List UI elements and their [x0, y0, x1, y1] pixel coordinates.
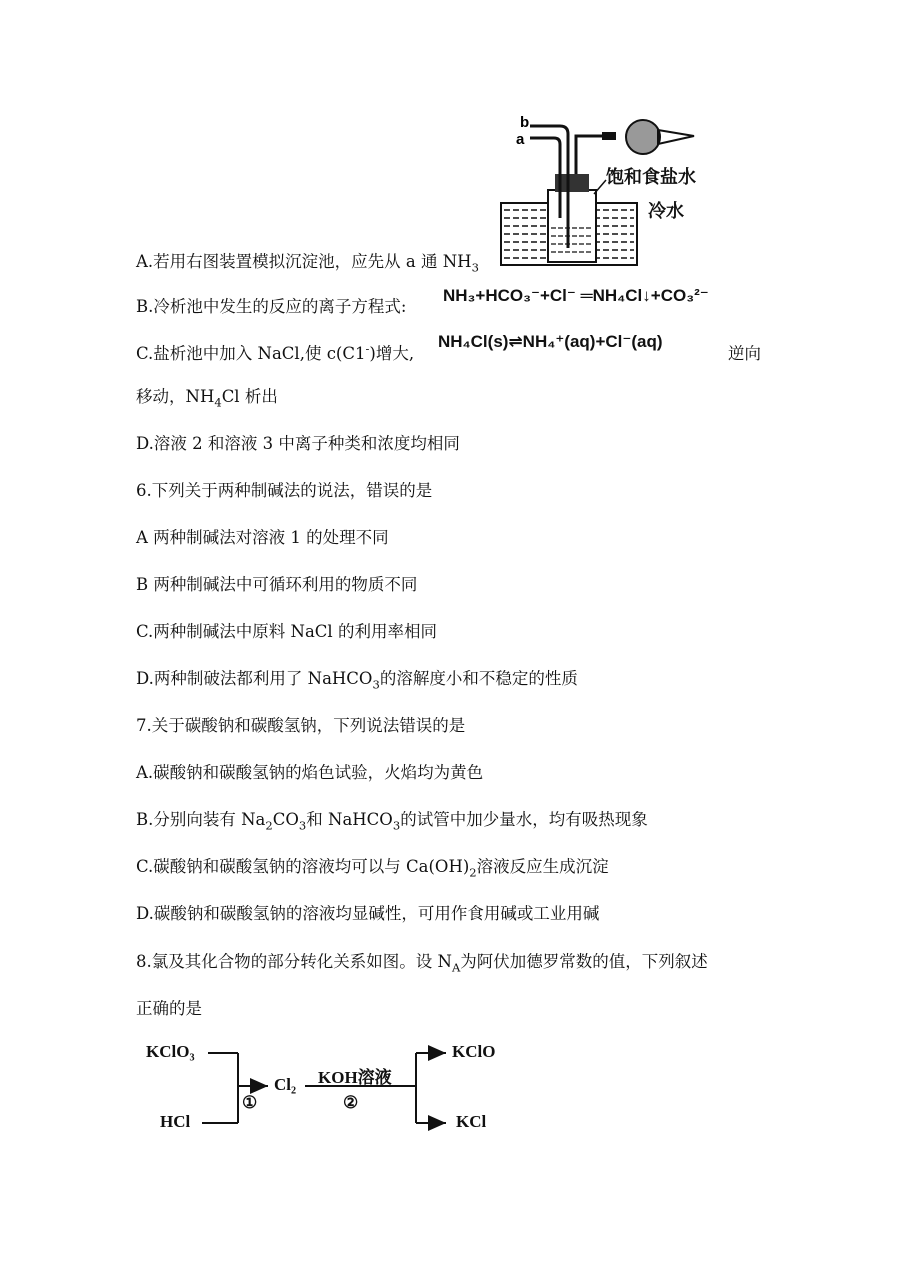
- q5-option-c-tail: 逆向: [728, 344, 761, 363]
- q8-stem-line2: 正确的是: [136, 999, 202, 1018]
- q5-option-c: C.盐析池中加入 NaCl,使 c(C1-)增大,: [136, 341, 415, 363]
- reagent-koh: KOH溶液: [318, 1068, 392, 1087]
- q5-option-d: D.溶液 2 和溶液 3 中离子种类和浓度均相同: [136, 434, 460, 453]
- q6-option-a: A 两种制碱法对溶液 1 的处理不同: [136, 528, 389, 547]
- q7-stem: 7.关于碳酸钠和碳酸氢钠，下列说法错误的是: [136, 716, 466, 735]
- q6-option-c: C.两种制碱法中原料 NaCl 的利用率相同: [136, 622, 437, 641]
- equilibrium-equation-c: NH₄Cl(s)⇌NH₄⁺(aq)+Cl⁻(aq): [438, 332, 663, 351]
- node-hcl: HCl: [160, 1112, 191, 1131]
- label-b: b: [520, 114, 530, 131]
- step-2-marker: ②: [343, 1093, 359, 1112]
- q7-option-b: B.分别向装有 $Na_2CO_3$和 NaHCO$_3$的试管中加少量水，均有吸热现象: [136, 810, 648, 833]
- node-kcl: KCl: [456, 1112, 487, 1131]
- label-saturated-brine: 饱和食盐水: [606, 167, 696, 188]
- q7-option-d: D.碳酸钠和碳酸氢钠的溶液均显碱性，可用作食用碱或工业用碱: [136, 904, 600, 923]
- node-kclo3: KClO₃: [146, 1042, 195, 1061]
- q7-option-c: C.碳酸钠和碳酸氢钠的溶液均可以与 $Ca(OH)_2$溶液反应生成沉淀: [136, 857, 609, 880]
- q6-stem: 6.下列关于两种制碱法的说法，错误的是: [136, 481, 433, 500]
- q6-option-b: B 两种制碱法中可循环利用的物质不同: [136, 575, 418, 594]
- q7-option-a: A.碳酸钠和碳酸氢钠的焰色试验，火焰均为黄色: [136, 763, 484, 782]
- step-1-marker: ①: [242, 1093, 258, 1112]
- label-a: a: [516, 131, 525, 148]
- node-kclo: KClO: [452, 1042, 496, 1061]
- ionic-equation-b: NH₃+HCO₃⁻+Cl⁻ ═NH₄Cl↓+CO₃²⁻: [443, 286, 709, 305]
- q6-option-d: D.两种制破法都利用了 NaHCO$_3$的溶解度小和不稳定的性质: [136, 669, 578, 692]
- node-cl2: Cl₂: [274, 1075, 297, 1094]
- q5-option-a: A.若用右图装置模拟沉淀池，应先从 a 通 $NH_3$: [136, 252, 479, 275]
- label-cold-water: 冷水: [648, 201, 684, 222]
- q5-option-b: B.冷析池中发生的反应的离子方程式:: [136, 297, 407, 316]
- q8-stem: 8.氯及其化合物的部分转化关系如图。设 $N_A$为阿伏加德罗常数的值，下列叙述: [136, 952, 708, 975]
- q5-option-c-line2: 移动，$NH_4Cl$ 析出: [136, 387, 278, 410]
